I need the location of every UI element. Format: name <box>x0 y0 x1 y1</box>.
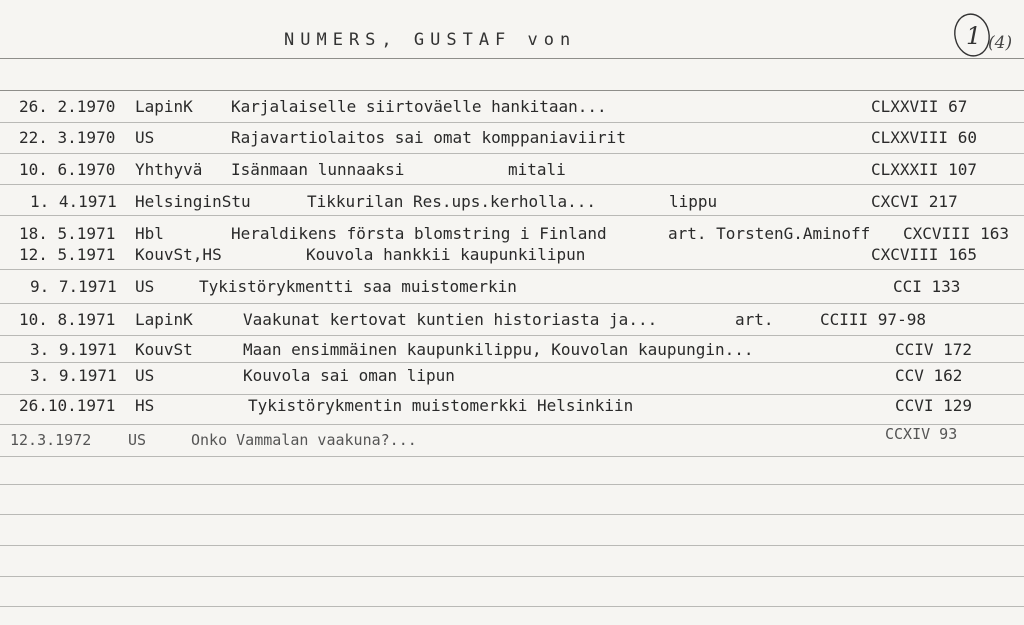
entry-date: 22. 3.1970 <box>19 128 116 147</box>
entry-title: Maan ensimmäinen kaupunkilippu, Kouvolan kaupungin... <box>243 340 754 359</box>
entry-ref: CLXXXII 107 <box>871 160 977 179</box>
entry-title: Isänmaan lunnaaksi <box>231 160 405 179</box>
ruled-line <box>0 484 1024 485</box>
entry-source: US <box>135 128 155 147</box>
entry-title: Rajavartiolaitos sai omat komppaniaviirit <box>231 128 626 147</box>
entry-title: Onko Vammalan vaakuna?... <box>191 431 417 449</box>
ruled-line <box>0 424 1024 425</box>
entry-date: 9. 7.1971 <box>30 277 117 296</box>
entry-ref: CCVI 129 <box>895 396 973 415</box>
entry-source: LapinK <box>135 310 193 329</box>
ruled-line <box>0 514 1024 515</box>
entry-source: LapinK <box>135 97 193 116</box>
entry-title: Kouvola hankkii kaupunkilipun <box>306 245 586 264</box>
entry-title: Tikkurilan Res.ups.kerholla... <box>307 192 596 211</box>
ruled-line <box>0 303 1024 304</box>
entry-source: HelsinginStu <box>135 192 251 211</box>
entry-date: 10. 8.1971 <box>19 310 116 329</box>
entry-date: 18. 5.1971 <box>19 224 116 243</box>
entry-title: Tykistörykmentin muistomerkki Helsinkiin <box>248 396 634 415</box>
entry-ref: CCIV 172 <box>895 340 973 359</box>
entry-source: KouvSt,HS <box>135 245 222 264</box>
entry-row <box>0 97 1024 121</box>
entry-date: 26. 2.1970 <box>19 97 116 116</box>
ruled-line <box>0 184 1024 185</box>
entry-source: KouvSt <box>135 340 193 359</box>
entry-ref: CLXXVII 67 <box>871 97 968 116</box>
entry-row <box>0 277 1024 301</box>
card-number: 1 <box>966 22 982 50</box>
ruled-line <box>0 456 1024 457</box>
entry-title: Tykistörykmentti saa muistomerkin <box>199 277 517 296</box>
entry-ref: CCIII 97-98 <box>820 310 926 329</box>
entry-ref: CXCVIII 165 <box>871 245 977 264</box>
entry-date: 26.10.1971 <box>19 396 116 415</box>
entry-row <box>0 245 1024 269</box>
entry-row <box>0 192 1024 216</box>
entry-row <box>0 160 1024 184</box>
entry-source: HS <box>135 396 155 415</box>
entry-ref: CCXIV 93 <box>885 425 958 443</box>
entry-source: US <box>135 277 155 296</box>
entry-row <box>0 396 1024 420</box>
entry-note: art. <box>735 310 774 329</box>
entry-source: Yhthyvä <box>135 160 203 179</box>
entry-title: Vaakunat kertovat kuntien historiasta ja... <box>243 310 658 329</box>
entry-source: US <box>135 366 155 385</box>
ruled-line <box>0 576 1024 577</box>
entry-title: Karjalaiselle siirtoväelle hankitaan... <box>231 97 607 116</box>
entry-row <box>0 340 1024 364</box>
entry-row <box>0 425 1024 455</box>
ruled-line <box>0 269 1024 270</box>
ruled-line <box>0 545 1024 546</box>
ruled-line <box>0 335 1024 336</box>
entry-title: Kouvola sai oman lipun <box>243 366 455 385</box>
entry-ref: CXCVIII 163 <box>903 224 1009 243</box>
entry-note: art. TorstenG.Aminoff <box>668 224 871 243</box>
entry-date: 10. 6.1970 <box>19 160 116 179</box>
ruled-line <box>0 122 1024 123</box>
header-rule <box>0 58 1024 59</box>
ruled-line <box>0 153 1024 154</box>
ruled-line <box>0 606 1024 607</box>
card-header-name: NUMERS, GUSTAF von <box>284 30 577 50</box>
entry-row <box>0 366 1024 390</box>
ruled-line <box>0 394 1024 395</box>
entry-ref: CCI 133 <box>893 277 961 296</box>
entry-date: 3. 9.1971 <box>30 366 117 385</box>
entry-title: Heraldikens första blomstring i Finland <box>231 224 607 243</box>
entry-date: 12. 5.1971 <box>19 245 116 264</box>
header-rule-lower <box>0 90 1024 91</box>
entry-source: US <box>128 431 147 449</box>
entry-ref: CCV 162 <box>895 366 963 385</box>
entry-date: 1. 4.1971 <box>30 192 117 211</box>
entry-note: lippu <box>669 192 718 211</box>
entry-source: Hbl <box>135 224 164 243</box>
card-total: (4) <box>988 33 1013 53</box>
entry-ref: CLXXVIII 60 <box>871 128 977 147</box>
entry-ref: CXCVI 217 <box>871 192 958 211</box>
entry-row <box>0 310 1024 334</box>
entry-date: 12.3.1972 <box>10 431 92 449</box>
card-number-mark <box>950 8 1022 60</box>
entry-row <box>0 128 1024 152</box>
entry-date: 3. 9.1971 <box>30 340 117 359</box>
entry-note: mitali <box>508 160 566 179</box>
